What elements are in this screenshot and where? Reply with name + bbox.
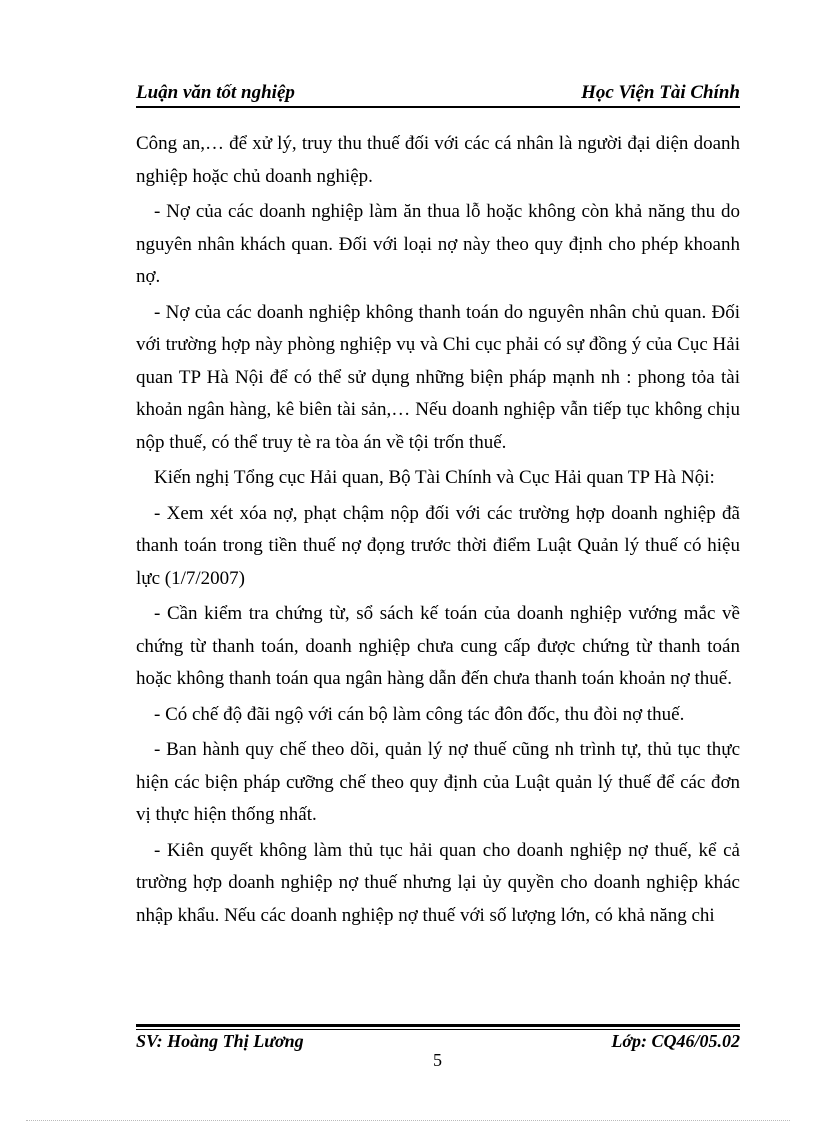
footer-rule-thin bbox=[136, 1029, 740, 1030]
header-institution: Học Viện Tài Chính bbox=[581, 82, 740, 103]
header-thesis-title: Luận văn tốt nghiệp bbox=[136, 82, 295, 103]
footer-rule-thick bbox=[136, 1024, 740, 1027]
paragraph: - Cần kiểm tra chứng từ, sổ sách kế toán của doanh nghiệp vướng mắc về chứng từ thanh toán, doanh nghiệp chưa cung cấp được chứng từ thanh toán hoặc không thanh toán qua ngân hàng dẫn đến chưa thanh toán khoản nợ thuế. bbox=[136, 603, 740, 689]
page-header bbox=[136, 80, 740, 108]
paragraph: - Nợ của các doanh nghiệp không thanh toán do nguyên nhân chủ quan. Đối với trường hợp này phòng nghiệp vụ và Chi cục phải có sự đồng ý của Cục Hải quan TP Hà Nội để có thể sử dụng những biện pháp mạnh nh : phong tỏa tài khoản ngân hàng, kê biên tài sản,… Nếu doanh nghiệp vẫn tiếp tục không chịu nộp thuế, có thể truy tè ra tòa án về tội trốn thuế. bbox=[136, 301, 740, 453]
paragraph: Kiến nghị Tổng cục Hải quan, Bộ Tài Chính và Cục Hải quan TP Hà Nội: bbox=[154, 467, 715, 488]
paragraph: - Kiên quyết không làm thủ tục hải quan cho doanh nghiệp nợ thuế, kể cả trường hợp doanh nghiệp nợ thuế nhưng lại ủy quyền cho doanh nghiệp khác nhập khẩu. Nếu các doanh nghiệp nợ thuế với số lượng lớn, có khả năng chi bbox=[136, 839, 740, 926]
header-rule bbox=[136, 106, 740, 108]
paragraph: - Có chế độ đãi ngộ với cán bộ làm công tác đôn đốc, thu đòi nợ thuế. bbox=[154, 703, 685, 725]
paragraph: - Ban hành quy chế theo dõi, quản lý nợ thuế cũng nh trình tự, thủ tục thực hiện các biện pháp cưỡng chế theo quy định của Luật quản lý thuế để các đơn vị thực hiện thống nhất. bbox=[136, 739, 740, 825]
paragraph: - Xem xét xóa nợ, phạt chậm nộp đối với các trường hợp doanh nghiệp đã thanh toán trong tiền thuế nợ đọng trước thời điểm Luật Quản lý thuế có hiệu lực (1/7/2007) bbox=[136, 502, 740, 589]
footer-class: Lớp: CQ46/05.02 bbox=[611, 1031, 740, 1051]
footer-student-name: SV: Hoàng Thị Lương bbox=[136, 1031, 304, 1051]
paragraph: Công an,… để xử lý, truy thu thuế đối với các cá nhân là người đại diện doanh nghiệp hoặc chủ doanh nghiệp. bbox=[136, 133, 740, 187]
page-number: 5 bbox=[433, 1050, 442, 1070]
paragraph: - Nợ của các doanh nghiệp làm ăn thua lỗ hoặc không còn khả năng thu do nguyên nhân khách quan. Đối với loại nợ này theo quy định cho phép khoanh nợ. bbox=[136, 201, 740, 287]
body-text bbox=[136, 128, 740, 935]
page-edge-dotted-line bbox=[26, 1120, 790, 1121]
